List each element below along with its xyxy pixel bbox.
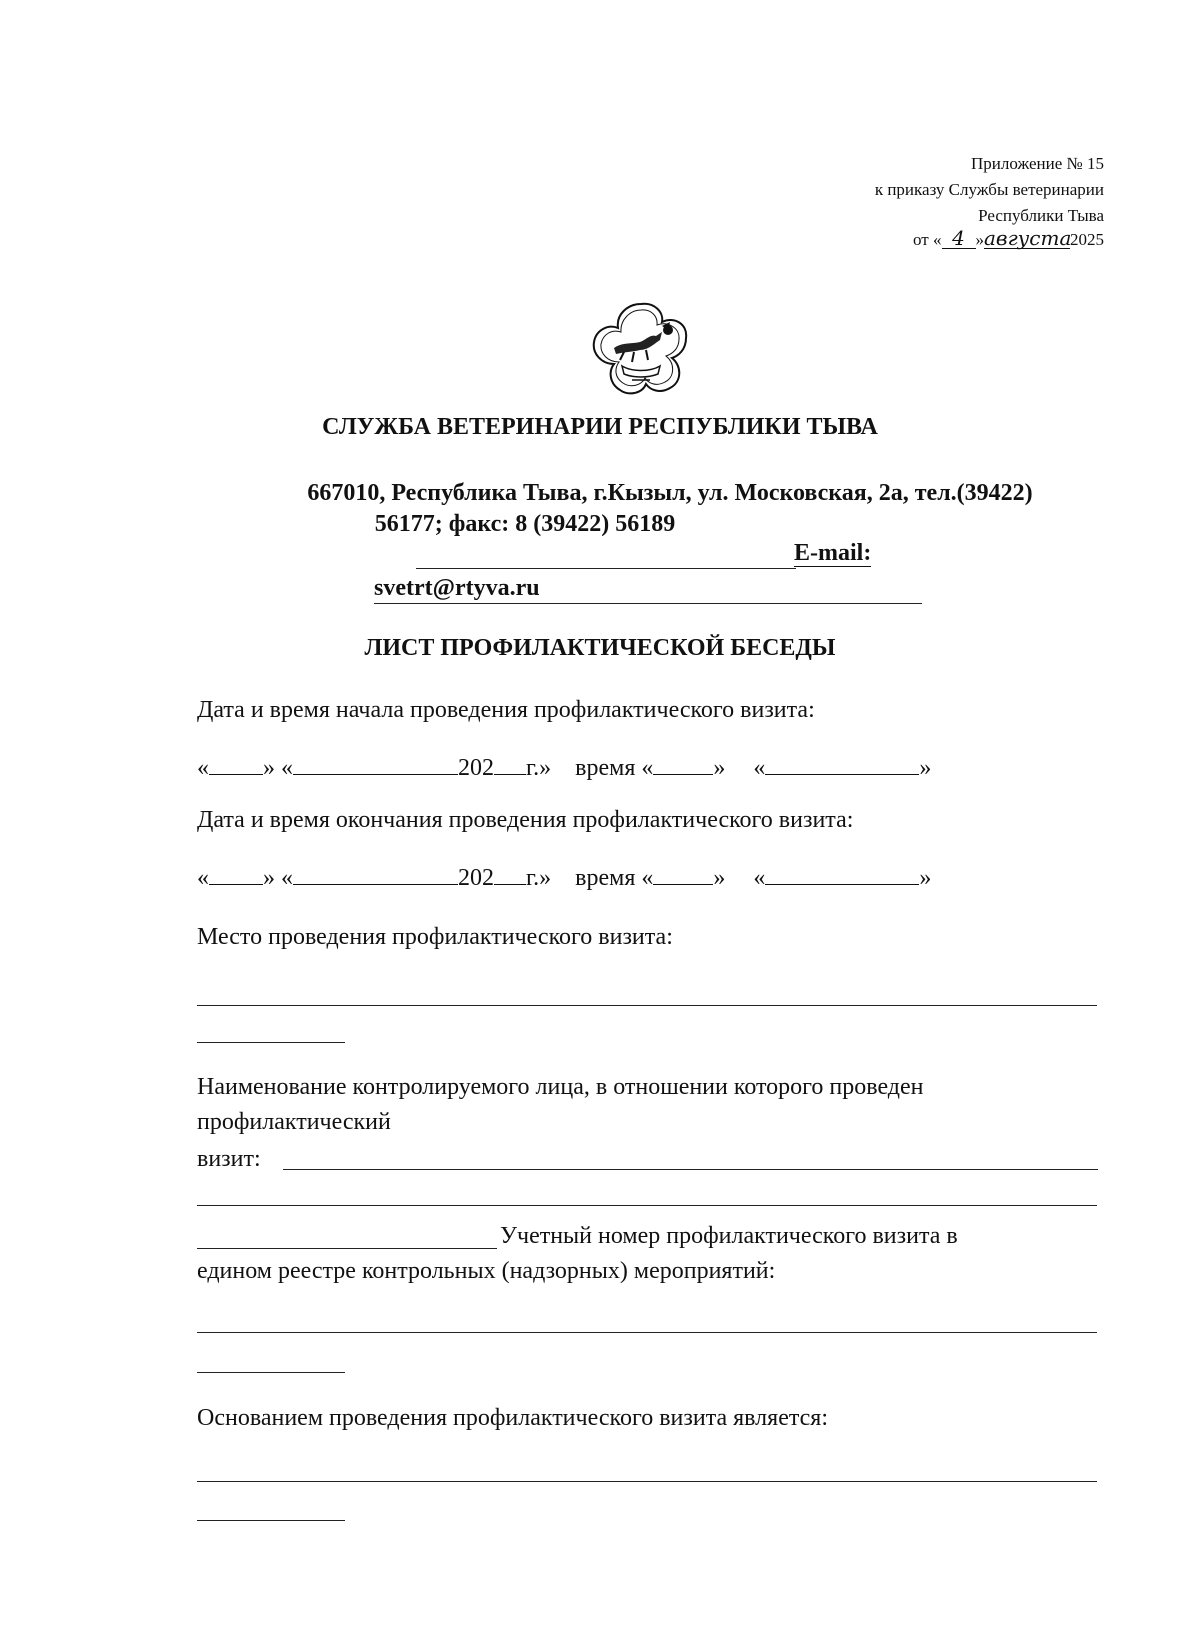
start-hour-field[interactable] — [653, 758, 713, 775]
end-hour-field[interactable] — [653, 868, 713, 885]
start-date-row — [197, 755, 931, 782]
end-label: Дата и время окончания проведения профилактического визита: — [197, 807, 854, 833]
basis-label: Основанием проведения профилактического визита является: — [197, 1405, 828, 1431]
tuva-emblem — [588, 300, 694, 405]
end-minute-open: « — [753, 865, 766, 891]
end-year-field[interactable] — [494, 868, 526, 885]
email-value-underline — [374, 603, 922, 604]
start-time-label: время « — [575, 755, 654, 781]
appendix-date-year: 2025 — [1070, 230, 1104, 249]
appendix-date-prefix: от « — [913, 230, 942, 249]
basis-field-line-2[interactable] — [197, 1520, 345, 1521]
place-field-line-1[interactable] — [197, 1005, 1097, 1006]
address-line-1: 667010, Республика Тыва, г.Кызыл, ул. Московская, 2а, тел.(39422) — [307, 480, 1033, 506]
place-field-line-2[interactable] — [197, 1042, 345, 1043]
email-label — [794, 540, 871, 567]
start-year-suffix: г.» — [526, 755, 552, 781]
appendix-line-3: Республики Тыва — [978, 206, 1104, 225]
entity-field-line-1[interactable] — [283, 1169, 1098, 1170]
entity-field-line-3[interactable] — [197, 1248, 497, 1249]
start-minute-close: » — [919, 755, 932, 781]
registry-field-line-2[interactable] — [197, 1372, 345, 1373]
registry-field-line-1[interactable] — [197, 1332, 1097, 1333]
start-minute-open: « — [753, 755, 766, 781]
end-year-suffix: г.» — [526, 865, 552, 891]
place-label: Место проведения профилактического визита: — [197, 924, 673, 950]
appendix-date-mid: » — [975, 230, 984, 249]
registry-label-line-2: едином реестре контрольных (надзорных) мероприятий: — [197, 1258, 776, 1284]
appendix-line-1: Приложение № 15 — [971, 154, 1104, 173]
appendix-line-2: к приказу Службы ветеринарии — [874, 180, 1104, 199]
end-day-field[interactable] — [209, 868, 263, 885]
start-quote-mid: » « — [263, 755, 293, 781]
entity-label-line-2: профилактический — [197, 1109, 391, 1135]
entity-field-line-2[interactable] — [197, 1205, 1097, 1206]
end-month-field[interactable] — [293, 868, 458, 885]
form-title: ЛИСТ ПРОФИЛАКТИЧЕСКОЙ БЕСЕДЫ — [364, 635, 836, 661]
end-hour-close: » — [713, 865, 726, 891]
start-year-field[interactable] — [494, 758, 526, 775]
start-hour-close: » — [713, 755, 726, 781]
end-date-row — [197, 865, 931, 892]
start-minute-field[interactable] — [765, 758, 919, 775]
emblem-icon — [588, 300, 694, 400]
end-quote-open: « — [197, 865, 209, 891]
start-year-prefix: 202 — [458, 755, 494, 781]
entity-label-line-1: Наименование контролируемого лица, в отношении которого проведен — [197, 1074, 924, 1100]
email-link[interactable]: svetrt@rtyva.ru — [374, 575, 540, 601]
end-minute-close: » — [919, 865, 932, 891]
appendix-date-day: 4 — [942, 228, 976, 249]
start-label: Дата и время начала проведения профилактического визита: — [197, 697, 815, 723]
end-time-label: время « — [575, 865, 654, 891]
appendix-date-month: августа — [984, 226, 1072, 250]
entity-label-line-3: визит: — [197, 1146, 261, 1172]
registry-label-line-1: Учетный номер профилактического визита в — [500, 1223, 958, 1249]
email-value[interactable] — [374, 575, 540, 602]
basis-field-line-1[interactable] — [197, 1481, 1097, 1482]
start-quote-open: « — [197, 755, 209, 781]
end-year-prefix: 202 — [458, 865, 494, 891]
email-underline — [416, 568, 796, 569]
end-minute-field[interactable] — [765, 868, 919, 885]
address-line-2: 56177; факс: 8 (39422) 56189 — [374, 511, 676, 537]
email-label-text: E-mail: — [794, 540, 872, 566]
start-day-field[interactable] — [209, 758, 263, 775]
start-month-field[interactable] — [293, 758, 458, 775]
end-quote-mid: » « — [263, 865, 293, 891]
appendix-date-line — [913, 228, 1104, 249]
org-name: СЛУЖБА ВЕТЕРИНАРИИ РЕСПУБЛИКИ ТЫВА — [322, 414, 878, 440]
